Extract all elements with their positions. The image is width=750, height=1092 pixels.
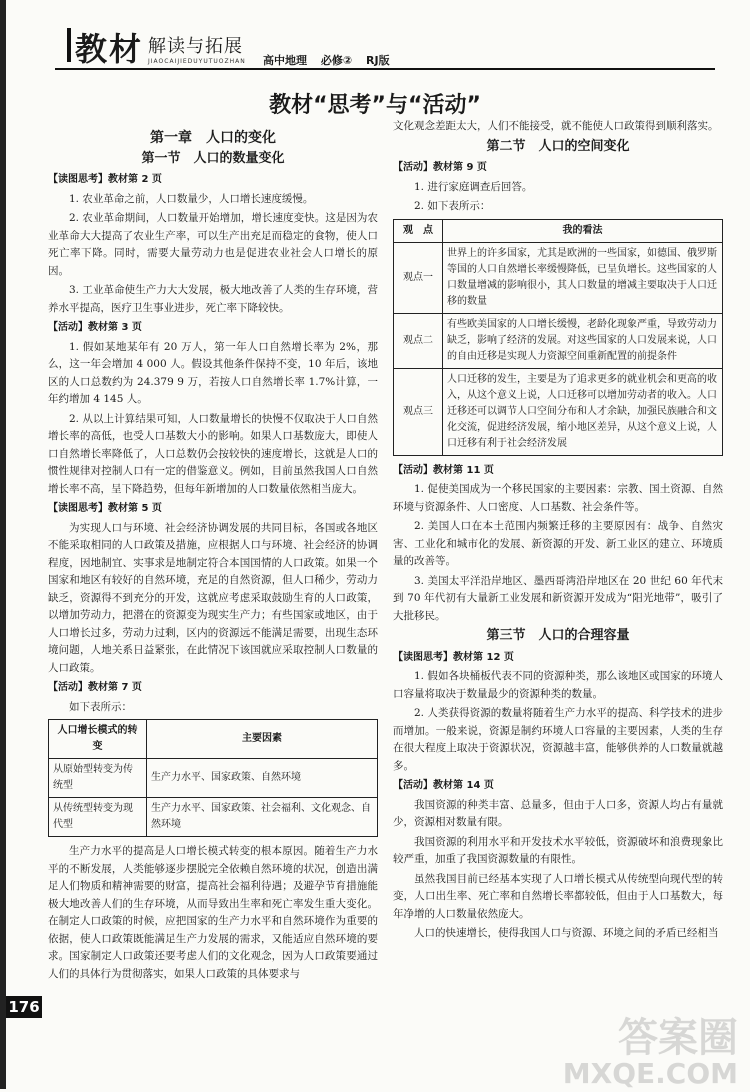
activity-tag: 【读图思考】教材第 12 页 [393,651,514,663]
activity-tag: 【活动】教材第 14 页 [393,780,494,791]
chapter-title: 第一章 人口的变化 [150,130,276,146]
activity-tag: 【读图思考】教材第 2 页 [48,174,162,185]
paragraph: 2. 从以上计算结果可知，人口数量增长的快慢不仅取决于人口自然增长率的高低，也受人口基数大小的影响。如果人口基数庞大，即使人口自然增长率降低了，人口总数仍会按较快的速度增长，这就是人口的惯性规律对控制人口有一定的借鉴意义。例如，目前虽然我国人口自然增长率不高，呈下降趋势，但每年新增加的人口数量依然相当庞大。 [48,412,378,495]
subject-label: 高中地理 [263,54,307,67]
table-cell: 人口迁移的发生，主要是为了追求更多的就业机会和更高的收入，从这个意义上说，人口迁移可以增加劳动者的收入。人口迁移还可以调节人口空间分布和人才余缺，加强民族融合和文化交流，促进经济发展，缩小地区差异，从这个意义上说，人口迁移有利于社会经济发展 [443,368,723,455]
paragraph: 2. 美国人口在本土范围内频繁迁移的主要原因有：战争、自然灾害、工业化和城市化的发展、新资源的开发、新工业区的建立、环境质量的改善等。 [393,520,723,567]
paragraph: 我国资源的利用水平和开发技术水平较低，资源破坏和浪费现象比较严重，加重了我国资源数量的有限性。 [393,835,723,865]
table-header: 人口增长模式的转变 [49,720,147,759]
table-cell: 观点一 [394,242,443,313]
table-cell: 生产力水平、国家政策、社会福利、文化观念、自然环境 [147,798,378,837]
table-header-row [394,219,723,242]
paragraph: 1. 假如某地某年有 20 万人，第一年人口自然增长率为 2%，那么，这一年会增加 4 000 人。假设其他条件保持不变，10 年后，该地区的人口总数约为 24.379 9 万，若按人口自然增长率 1.7%计算，一年约增加 4 145 人。 [48,340,378,405]
paragraph: 3. 工业革命使生产力大大发展，极大地改善了人类的生存环境，营养水平提高，医疗卫生事业进步，死亡率下降较快。 [48,284,378,314]
table-cell: 观点三 [394,368,443,455]
table-cell: 从传统型转变为现代型 [49,798,147,837]
table-cell: 观点二 [394,313,443,368]
page-title: 教材“思考”与“活动” [269,93,481,118]
brand-main: 教材 [75,30,144,68]
growth-model-table [48,719,378,837]
paragraph: 3. 美国太平洋沿岸地区、墨西哥湾沿岸地区在 20 世纪 60 年代末到 70 年代初有大量新工业发展和新资源开发成为“阳光地带”，吸引了大批移民。 [393,574,723,622]
paragraph: 1. 农业革命之前，人口数量少，人口增长速度缓慢。 [69,192,314,205]
paragraph: 如下表所示： [69,700,132,713]
brand-bar [67,28,71,62]
section-title: 第三节 人口的合理容量 [486,628,630,643]
paragraph: 2. 如下表所示： [414,200,491,212]
viewpoint-table [393,219,723,456]
table-row [49,798,378,837]
brand-pinyin: JIAOCAIJIEDUYUTUOZHAN [148,58,246,65]
activity-tag: 【活动】教材第 9 页 [393,162,487,173]
edition-label: RJ版 [366,54,390,67]
left-column [48,118,378,985]
paragraph: 2. 农业革命期间，人口数量开始增加，增长速度变快。这是因为农业革命大大提高了农业生产率，可以生产出充足而稳定的食物，使人口死亡率下降。同时，需要大量劳动力也是促进农业社会人口增长的原因。 [48,212,378,277]
paragraph: 生产力水平的提高是人口增长模式转变的根本原因。随着生产力水平的不断发展，人类能够逐步摆脱完全依赖自然环境的状况，创造出满足人们物质和精神需要的财富，提高社会福利待遇；及避孕节育措施能极大地改善人们的生存环境，从而导致出生率和死亡率发生重大变化。在制定人口政策的时候，应把国家的生产力水平和自然环境作为重要的依据，使人口政策既能满足生产力发展的需求，又能适应自然环境的要求。国家制定人口政策还要考虑人们的文化观念，因为人口政策要通过人们的具体行为贯彻落实，如果人口政策的具体要求与 [48,845,378,980]
table-header: 主要因素 [147,720,378,759]
paragraph: 我国资源的种类丰富、总量多，但由于人口多，资源人均占有量就少，资源相对数量有限。 [393,798,723,828]
paragraph: 1. 假如各块桶板代表不同的资源种类，那么该地区或国家的环境人口容量将取决于数量最少的资源种类的数量。 [393,670,723,700]
table-row [394,368,723,455]
volume-label: 必修② [320,54,353,67]
paragraph: 2. 人类获得资源的数量将随着生产力水平的提高、科学技术的进步而增加。一般来说，资源是制约环境人口容量的主要因素，人类的生存在很大程度上取决于资源状况，资源越丰富，能够供养的人口数量就越多。 [393,707,723,772]
watermark [562,1015,738,1092]
activity-tag: 【活动】教材第 11 页 [393,464,494,476]
activity-tag: 【读图思考】教材第 5 页 [48,503,162,514]
table-row [49,759,378,798]
page-edge-strip [0,0,6,1089]
table-header: 观 点 [394,219,443,242]
section-title: 第二节 人口的空间变化 [486,138,630,154]
right-column [393,118,723,945]
table-header: 我的看法 [443,219,723,242]
paragraph: 文化观念差距太大，人们不能接受，就不能使人口政策得到顺利落实。 [393,120,719,132]
brand-sub: 解读与拓展 [148,36,243,57]
paragraph: 人口的快速增长，使得我国人口与资源、环境之间的矛盾已经相当 [414,927,719,939]
page-header [55,22,715,70]
watermark-bottom: MXQE.COM [562,1057,738,1090]
section-title: 第一节 人口的数量变化 [141,150,285,166]
paragraph: 1. 进行家庭调查后回答。 [414,180,533,193]
table-cell: 有些欧美国家的人口增长缓慢，老龄化现象严重，导致劳动力缺乏，影响了经济的发展。对这些国家的人口发展来说，人口的自由迁移是实现人力资源空间重新配置的前提条件 [443,313,723,368]
paragraph: 为实现人口与环境、社会经济协调发展的共同目标，各国或各地区不能采取相同的人口政策及措施，应根据人口与环境、社会经济的协调程度，因地制宜、实事求是地制定符合本国国情的人口政策。如果一个国家和地区有较好的自然环境，充足的自然资源，但人口稀少，劳动力缺乏，资源得不到充分的开发，这就应考虑采取鼓励生育的人口政策，以增加劳动力，把潜在的资源变为现实生产力；有些国家或地区，由于人口增长过多，劳动力过剩，区内的资源远不能满足需要，出现生态环境问题，人地关系日益紧张，在此情况下该国就应采取控制人口数量的人口政策。 [48,521,378,674]
table-cell: 从原始型转变为传统型 [49,759,147,798]
table-header-row [49,720,378,759]
activity-tag: 【活动】教材第 3 页 [48,322,142,333]
watermark-top: 答案圈 [618,1015,738,1061]
activity-tag: 【活动】教材第 7 页 [48,682,142,693]
header-meta [263,52,400,68]
paragraph: 虽然我国目前已经基本实现了人口增长模式从传统型向现代型的转变，人口出生率、死亡率和自然增长率都较低，但由于人口基数大，每年净增的人口数量依然庞大。 [393,872,723,920]
table-row [394,313,723,368]
header-rule [55,68,715,70]
table-cell: 生产力水平、国家政策、自然环境 [147,759,378,798]
paragraph: 1. 促使美国成为一个移民国家的主要因素：宗教、国土资源、自然环境与资源条件、人口密度、人口基数、社会条件等。 [393,483,723,513]
table-cell: 世界上的许多国家，尤其是欧洲的一些国家，如德国、俄罗斯等国的人口自然增长率缓慢降低，已呈负增长。这些国家的人口数量增减的影响很小，其人口数量的增减主要取决于人口迁移的数量 [443,242,723,313]
page-number: 176 [6,996,42,1018]
table-row [394,242,723,313]
